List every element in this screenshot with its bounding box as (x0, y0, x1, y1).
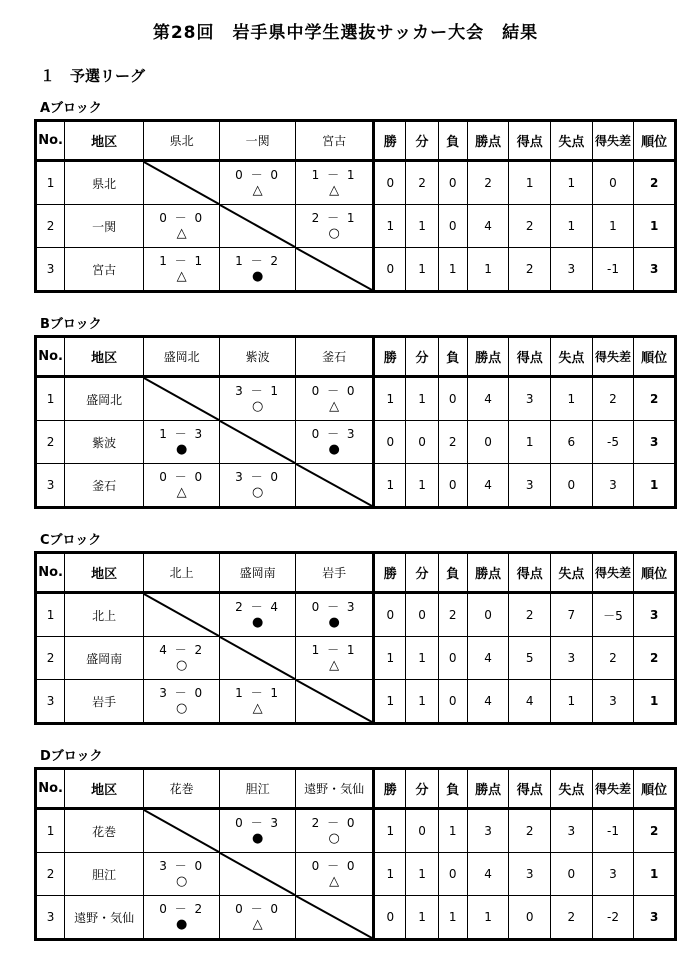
result-mark-icon: △ (329, 183, 340, 198)
losses: 1 (438, 896, 467, 940)
table-row (36, 248, 676, 292)
result-mark-icon: ○ (176, 658, 188, 673)
header-district: 地区 (65, 769, 144, 809)
team-name: 花巻 (65, 809, 144, 853)
rank: 1 (634, 853, 676, 896)
wins: 1 (374, 205, 406, 248)
draws: 1 (406, 464, 438, 508)
header-goals-for: 得点 (509, 121, 551, 161)
diagonal-line (220, 853, 295, 895)
match-result (220, 377, 296, 421)
block-label: Cブロック (40, 533, 102, 548)
result-mark-icon: △ (176, 485, 187, 500)
team-name: 宮古 (65, 248, 144, 292)
row-number: 2 (36, 853, 65, 896)
result-mark-icon: △ (252, 183, 263, 198)
match-score: 3 － 0 (159, 686, 205, 700)
match-score: 0 － 0 (159, 470, 205, 484)
match-result (220, 680, 296, 724)
goals-against: 1 (551, 161, 593, 205)
rank: 2 (634, 809, 676, 853)
losses: 1 (438, 809, 467, 853)
self-match-cell (296, 896, 374, 940)
match-result (220, 248, 296, 292)
table-row (36, 896, 676, 940)
result-mark-icon: ○ (328, 831, 340, 846)
match-result (144, 205, 220, 248)
header-team: 紫波 (220, 337, 296, 377)
league-table (34, 767, 677, 941)
result-mark-icon: ● (251, 615, 264, 630)
draws: 1 (406, 896, 438, 940)
match-result (220, 809, 296, 853)
match-result (144, 464, 220, 508)
team-name: 盛岡北 (65, 377, 144, 421)
points: 1 (467, 248, 509, 292)
header-win: 勝 (374, 121, 406, 161)
match-score: 1 － 3 (159, 427, 205, 441)
header-points: 勝点 (467, 337, 509, 377)
table-row (36, 809, 676, 853)
header-loss: 負 (438, 553, 467, 593)
header-draw: 分 (406, 337, 438, 377)
wins: 1 (374, 464, 406, 508)
match-result (296, 637, 374, 680)
rank: 1 (634, 680, 676, 724)
header-team: 遠野・気仙 (296, 769, 374, 809)
row-number: 1 (36, 809, 65, 853)
match-score: 2 － 4 (235, 600, 281, 614)
diagonal-line (220, 637, 295, 679)
header-goals-against: 失点 (551, 121, 593, 161)
points: 4 (467, 377, 509, 421)
rank: 3 (634, 896, 676, 940)
rank: 2 (634, 161, 676, 205)
header-goals-against: 失点 (551, 553, 593, 593)
table-row (36, 464, 676, 508)
draws: 1 (406, 637, 438, 680)
block-label: Dブロック (40, 749, 103, 764)
diagonal-line (220, 205, 295, 247)
goal-diff: 3 (592, 853, 634, 896)
rank: 3 (634, 248, 676, 292)
diagonal-line (296, 464, 372, 506)
rank: 1 (634, 464, 676, 508)
row-number: 3 (36, 896, 65, 940)
draws: 0 (406, 809, 438, 853)
goals-against: 0 (551, 464, 593, 508)
rank: 2 (634, 377, 676, 421)
self-match-cell (296, 680, 374, 724)
goals-against: 2 (551, 896, 593, 940)
losses: 2 (438, 421, 467, 464)
goals-for: 1 (509, 421, 551, 464)
result-mark-icon: ○ (176, 874, 188, 889)
match-score: 0 － 3 (311, 600, 357, 614)
goals-against: 3 (551, 809, 593, 853)
match-score: 1 － 1 (311, 643, 357, 657)
goals-against: 1 (551, 680, 593, 724)
match-score: 0 － 3 (235, 816, 281, 830)
points: 0 (467, 421, 509, 464)
header-win: 勝 (374, 553, 406, 593)
header-team: 盛岡南 (220, 553, 296, 593)
header-team: 宮古 (296, 121, 374, 161)
header-goal-diff: 得失差 (592, 121, 634, 161)
self-match-cell (220, 421, 296, 464)
table-row (36, 593, 676, 637)
header-rank: 順位 (634, 337, 676, 377)
self-match-cell (144, 161, 220, 205)
league-table (34, 119, 677, 293)
diagonal-line (296, 248, 372, 290)
header-points: 勝点 (467, 769, 509, 809)
match-result (144, 421, 220, 464)
header-no: No. (36, 337, 65, 377)
goals-for: 3 (509, 377, 551, 421)
wins: 0 (374, 421, 406, 464)
row-number: 1 (36, 593, 65, 637)
match-score: 1 － 1 (311, 168, 357, 182)
header-district: 地区 (65, 121, 144, 161)
goal-diff: 2 (592, 637, 634, 680)
self-match-cell (144, 809, 220, 853)
self-match-cell (144, 593, 220, 637)
row-number: 1 (36, 161, 65, 205)
draws: 2 (406, 161, 438, 205)
result-mark-icon: ○ (251, 399, 264, 414)
table-row (36, 680, 676, 724)
goals-for: 2 (509, 809, 551, 853)
team-name: 釜石 (65, 464, 144, 508)
match-score: 3 － 0 (235, 470, 281, 484)
result-mark-icon: ● (176, 917, 188, 932)
match-score: 1 － 1 (159, 254, 205, 268)
diagonal-line (296, 896, 372, 938)
diagonal-line (220, 421, 295, 463)
goal-diff: 0 (592, 161, 634, 205)
result-mark-icon: ● (251, 831, 264, 846)
draws: 1 (406, 205, 438, 248)
match-score: 0 － 0 (235, 902, 281, 916)
row-number: 3 (36, 464, 65, 508)
wins: 0 (374, 593, 406, 637)
header-team: 一関 (220, 121, 296, 161)
result-mark-icon: △ (176, 269, 187, 284)
goals-against: 1 (551, 205, 593, 248)
row-number: 3 (36, 680, 65, 724)
points: 3 (467, 809, 509, 853)
result-mark-icon: △ (329, 658, 340, 673)
match-score: 4 － 2 (159, 643, 205, 657)
wins: 1 (374, 809, 406, 853)
result-mark-icon: △ (252, 701, 263, 716)
header-rank: 順位 (634, 553, 676, 593)
page-title: 第28回 岩手県中学生選抜サッカー大会 結果 (152, 23, 539, 43)
losses: 0 (438, 637, 467, 680)
result-mark-icon: △ (329, 399, 340, 414)
match-result (296, 377, 374, 421)
header-team: 胆江 (220, 769, 296, 809)
header-team: 北上 (144, 553, 220, 593)
match-score: 3 － 0 (159, 859, 205, 873)
header-district: 地区 (65, 553, 144, 593)
goals-for: 4 (509, 680, 551, 724)
goal-diff: -2 (592, 896, 634, 940)
team-name: 北上 (65, 593, 144, 637)
match-result (144, 896, 220, 940)
goals-for: 5 (509, 637, 551, 680)
losses: 2 (438, 593, 467, 637)
self-match-cell (296, 248, 374, 292)
team-name: 岩手 (65, 680, 144, 724)
team-name: 胆江 (65, 853, 144, 896)
wins: 1 (374, 680, 406, 724)
match-result (296, 593, 374, 637)
goals-against: 3 (551, 248, 593, 292)
match-score: 0 － 3 (311, 427, 357, 441)
header-team: 花巻 (144, 769, 220, 809)
row-number: 1 (36, 377, 65, 421)
match-score: 0 － 0 (235, 168, 281, 182)
result-mark-icon: ● (251, 269, 264, 284)
table-row (36, 637, 676, 680)
header-draw: 分 (406, 769, 438, 809)
result-mark-icon: ● (328, 615, 340, 630)
result-mark-icon: ○ (176, 701, 188, 716)
league-table (34, 335, 677, 509)
row-number: 2 (36, 637, 65, 680)
header-rank: 順位 (634, 769, 676, 809)
draws: 0 (406, 421, 438, 464)
match-result (296, 205, 374, 248)
team-name: 一関 (65, 205, 144, 248)
header-no: No. (36, 769, 65, 809)
table-row (36, 377, 676, 421)
losses: 0 (438, 161, 467, 205)
header-points: 勝点 (467, 121, 509, 161)
points: 4 (467, 637, 509, 680)
result-mark-icon: ● (328, 442, 340, 457)
goals-for: 3 (509, 853, 551, 896)
result-mark-icon: ● (176, 442, 188, 457)
match-result (296, 421, 374, 464)
points: 4 (467, 205, 509, 248)
rank: 1 (634, 205, 676, 248)
points: 0 (467, 593, 509, 637)
header-no: No. (36, 553, 65, 593)
match-result (296, 809, 374, 853)
match-result (296, 853, 374, 896)
rank: 2 (634, 637, 676, 680)
match-score: 3 － 1 (235, 384, 281, 398)
losses: 0 (438, 853, 467, 896)
losses: 0 (438, 680, 467, 724)
result-mark-icon: △ (252, 917, 263, 932)
wins: 1 (374, 637, 406, 680)
match-result (144, 853, 220, 896)
draws: 1 (406, 853, 438, 896)
goal-diff: 1 (592, 205, 634, 248)
goal-diff: －5 (592, 593, 634, 637)
header-loss: 負 (438, 121, 467, 161)
diagonal-line (144, 810, 219, 852)
goals-against: 6 (551, 421, 593, 464)
draws: 1 (406, 377, 438, 421)
points: 4 (467, 680, 509, 724)
wins: 1 (374, 377, 406, 421)
goal-diff: 3 (592, 680, 634, 724)
result-mark-icon: △ (329, 874, 340, 889)
block-label: Aブロック (40, 101, 102, 116)
header-goals-against: 失点 (551, 769, 593, 809)
match-result (220, 161, 296, 205)
points: 1 (467, 896, 509, 940)
header-district: 地区 (65, 337, 144, 377)
match-score: 1 － 1 (235, 686, 281, 700)
diagonal-line (144, 378, 219, 420)
match-result (144, 680, 220, 724)
goals-against: 0 (551, 853, 593, 896)
team-name: 紫波 (65, 421, 144, 464)
losses: 0 (438, 377, 467, 421)
wins: 0 (374, 161, 406, 205)
match-score: 2 － 1 (311, 211, 357, 225)
header-team: 釜石 (296, 337, 374, 377)
section-heading: １ 予選リーグ (40, 67, 146, 85)
row-number: 3 (36, 248, 65, 292)
header-points: 勝点 (467, 553, 509, 593)
self-match-cell (296, 464, 374, 508)
header-win: 勝 (374, 337, 406, 377)
self-match-cell (220, 637, 296, 680)
goal-diff: 2 (592, 377, 634, 421)
team-name: 県北 (65, 161, 144, 205)
rank: 3 (634, 593, 676, 637)
goals-for: 2 (509, 593, 551, 637)
goals-against: 7 (551, 593, 593, 637)
self-match-cell (220, 205, 296, 248)
header-draw: 分 (406, 121, 438, 161)
match-score: 2 － 0 (311, 816, 357, 830)
draws: 1 (406, 680, 438, 724)
header-loss: 負 (438, 337, 467, 377)
header-no: No. (36, 121, 65, 161)
header-goal-diff: 得失差 (592, 553, 634, 593)
rank: 3 (634, 421, 676, 464)
goal-diff: -5 (592, 421, 634, 464)
header-team: 県北 (144, 121, 220, 161)
match-score: 0 － 0 (159, 211, 205, 225)
block-label: Bブロック (40, 317, 102, 332)
draws: 1 (406, 248, 438, 292)
match-score: 0 － 2 (159, 902, 205, 916)
header-draw: 分 (406, 553, 438, 593)
diagonal-line (144, 162, 219, 204)
match-result (296, 161, 374, 205)
losses: 0 (438, 464, 467, 508)
wins: 1 (374, 853, 406, 896)
goal-diff: 3 (592, 464, 634, 508)
self-match-cell (144, 377, 220, 421)
goals-for: 2 (509, 205, 551, 248)
goal-diff: -1 (592, 248, 634, 292)
team-name: 遠野・気仙 (65, 896, 144, 940)
match-score: 1 － 2 (235, 254, 281, 268)
goal-diff: -1 (592, 809, 634, 853)
points: 2 (467, 161, 509, 205)
header-goals-for: 得点 (509, 769, 551, 809)
self-match-cell (220, 853, 296, 896)
losses: 0 (438, 205, 467, 248)
league-table (34, 551, 677, 725)
header-goals-for: 得点 (509, 553, 551, 593)
header-win: 勝 (374, 769, 406, 809)
table-row (36, 161, 676, 205)
header-team: 岩手 (296, 553, 374, 593)
match-score: 0 － 0 (311, 859, 357, 873)
row-number: 2 (36, 421, 65, 464)
match-result (220, 896, 296, 940)
table-row (36, 205, 676, 248)
header-rank: 順位 (634, 121, 676, 161)
goals-for: 0 (509, 896, 551, 940)
wins: 0 (374, 248, 406, 292)
wins: 0 (374, 896, 406, 940)
header-team: 盛岡北 (144, 337, 220, 377)
match-score: 0 － 0 (311, 384, 357, 398)
row-number: 2 (36, 205, 65, 248)
losses: 1 (438, 248, 467, 292)
diagonal-line (144, 594, 219, 636)
header-goals-for: 得点 (509, 337, 551, 377)
result-mark-icon: ○ (328, 226, 340, 241)
header-goals-against: 失点 (551, 337, 593, 377)
result-mark-icon: ○ (251, 485, 264, 500)
match-result (220, 593, 296, 637)
header-goal-diff: 得失差 (592, 337, 634, 377)
goals-against: 3 (551, 637, 593, 680)
goals-for: 2 (509, 248, 551, 292)
match-result (220, 464, 296, 508)
diagonal-line (296, 680, 372, 722)
result-mark-icon: △ (176, 226, 187, 241)
goals-for: 1 (509, 161, 551, 205)
draws: 0 (406, 593, 438, 637)
table-row (36, 853, 676, 896)
team-name: 盛岡南 (65, 637, 144, 680)
goals-against: 1 (551, 377, 593, 421)
points: 4 (467, 464, 509, 508)
match-result (144, 637, 220, 680)
header-loss: 負 (438, 769, 467, 809)
points: 4 (467, 853, 509, 896)
goals-for: 3 (509, 464, 551, 508)
match-result (144, 248, 220, 292)
header-goal-diff: 得失差 (592, 769, 634, 809)
table-row (36, 421, 676, 464)
